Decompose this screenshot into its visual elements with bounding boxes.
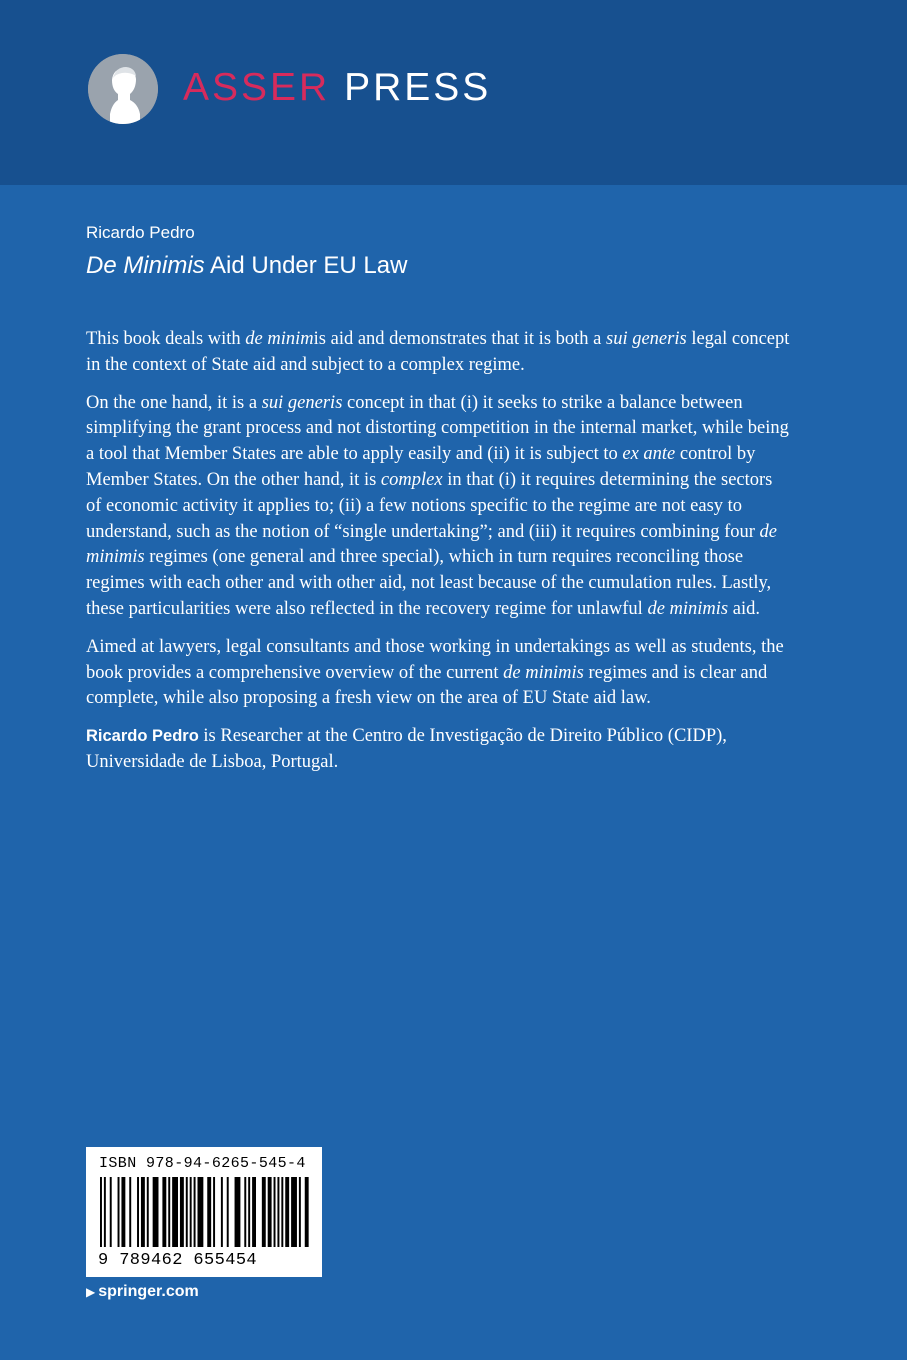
italic-run: de minim xyxy=(245,329,314,349)
springer-link-text: springer.com xyxy=(98,1283,199,1300)
barcode-digits: 9 789462 655454 xyxy=(98,1251,258,1270)
text-run: legal concept in the context of State aid and subject to a complex regime. xyxy=(86,329,790,375)
header-band xyxy=(0,0,907,185)
barcode-bar xyxy=(153,1177,159,1247)
italic-run: sui generis xyxy=(261,392,343,413)
barcode-bar xyxy=(235,1177,241,1247)
barcode-bar xyxy=(198,1177,204,1247)
barcode-bars xyxy=(86,1175,322,1251)
blurb-paragraph-1 xyxy=(86,327,791,379)
barcode-bar xyxy=(299,1177,301,1247)
barcode-bar xyxy=(291,1177,297,1247)
barcode-bar xyxy=(207,1177,211,1247)
italic-run: sui generis xyxy=(606,329,687,349)
publisher-name xyxy=(183,64,491,112)
barcode-bar xyxy=(227,1177,229,1247)
publisher-asser: ASSER xyxy=(183,66,331,109)
bio-author-name: Ricardo Pedro xyxy=(86,727,199,746)
book-author: Ricardo Pedro xyxy=(86,223,195,242)
barcode-bar xyxy=(100,1177,102,1247)
barcode-bar xyxy=(221,1177,223,1247)
barcode-bar xyxy=(147,1177,149,1247)
book-title-rest: Aid Under EU Law xyxy=(204,252,408,279)
barcode-bar xyxy=(129,1177,131,1247)
text-run: On the one hand, it is a xyxy=(86,392,262,413)
barcode-bar xyxy=(110,1177,112,1247)
barcode-bar xyxy=(252,1177,256,1247)
barcode-bar xyxy=(194,1177,196,1247)
text-run: is aid and demonstrates that it is both a xyxy=(313,329,606,349)
text-run: concept in that (i) it seeks to strike a balance between simplifying the grant process and not distorting competition in the internal market, while being a tool that Member States are able to apply easily and (ii) it is subject to xyxy=(86,392,789,465)
barcode-bar xyxy=(141,1177,145,1247)
book-title-italic: De Minimis xyxy=(86,252,205,279)
barcode-bar xyxy=(137,1177,139,1247)
barcode-bar xyxy=(190,1177,192,1247)
barcode-bar xyxy=(305,1177,309,1247)
barcode-bar xyxy=(180,1177,184,1247)
italic-run: de minimis xyxy=(503,662,584,683)
barcode-bar xyxy=(168,1177,170,1247)
barcode-bar xyxy=(213,1177,215,1247)
barcode-bar xyxy=(274,1177,276,1247)
barcode-bar xyxy=(262,1177,266,1247)
isbn-label: ISBN 978-94-6265-545-4 xyxy=(99,1155,306,1172)
barcode-bar xyxy=(268,1177,272,1247)
text-run: in that (i) it requires determining the sectors of economic activity it applies to; (ii) a few notions specific to the regime are not easy to understand, such as the notion of “single undertaking”; and (iii) it requires combining four xyxy=(86,469,773,542)
book-title xyxy=(86,251,407,281)
italic-run: de minimis xyxy=(86,521,778,568)
triangle-right-icon: ▶ xyxy=(86,1285,96,1299)
italic-run: ex ante xyxy=(622,444,676,465)
bio-text: is Researcher at the Centro de Investigação de Direito Público (CIDP), Universidade de Lisboa, Portugal. xyxy=(86,726,727,772)
blurb-paragraph-3 xyxy=(86,635,791,712)
springer-link[interactable] xyxy=(86,1281,199,1303)
italic-run: de minimis xyxy=(647,598,729,619)
text-run: This book deals with xyxy=(86,329,246,349)
author-bio xyxy=(86,724,791,776)
barcode-bar xyxy=(285,1177,289,1247)
text-run: aid. xyxy=(728,598,760,619)
text-run: regimes (one general and three special), which in turn requires reconciling those regimes with each other and with other aid, not least because of the cumulation rules. Lastly, these particularities were also reflected in the recovery regime for unlawful xyxy=(86,547,772,619)
barcode-bar xyxy=(104,1177,106,1247)
barcode-bar xyxy=(118,1177,120,1247)
publisher-press: PRESS xyxy=(344,66,492,109)
barcode-bar xyxy=(186,1177,188,1247)
text-run: regimes and is clear and complete, while also proposing a fresh view on the area of EU State aid law. xyxy=(86,662,768,709)
portrait-medallion-icon xyxy=(88,54,158,124)
barcode-bar xyxy=(244,1177,246,1247)
barcode-bar xyxy=(248,1177,250,1247)
blurb-text xyxy=(86,327,791,788)
blurb-paragraph-2 xyxy=(86,391,791,623)
barcode-bar xyxy=(121,1177,125,1247)
italic-run: complex xyxy=(380,469,443,490)
barcode-bar xyxy=(281,1177,283,1247)
barcode-bar xyxy=(162,1177,166,1247)
barcode-bar xyxy=(172,1177,178,1247)
isbn-barcode xyxy=(86,1147,322,1277)
text-run: control by Member States. On the other hand, it is xyxy=(86,444,756,490)
text-run: Aimed at lawyers, legal consultants and those working in undertakings as well as students, the book provides a comprehensive overview of the current xyxy=(86,636,784,683)
barcode-bar xyxy=(277,1177,279,1247)
